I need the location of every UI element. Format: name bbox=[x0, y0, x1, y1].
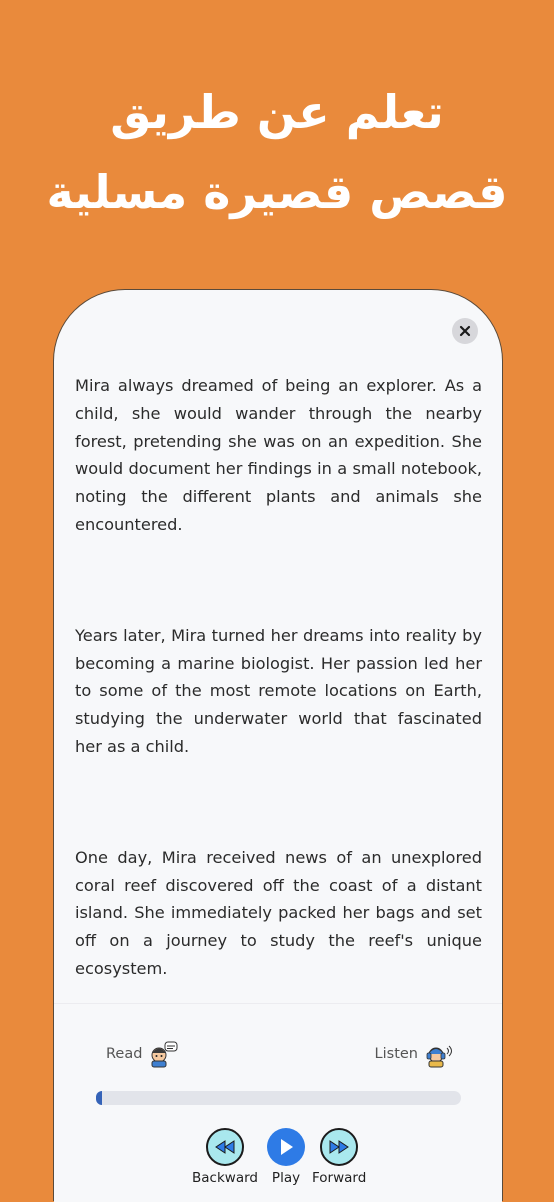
backward-button[interactable] bbox=[192, 1128, 258, 1186]
forward-label: Forward bbox=[312, 1170, 367, 1186]
rewind-icon bbox=[214, 1139, 236, 1155]
story-card bbox=[53, 289, 503, 1201]
read-mode-toggle[interactable] bbox=[106, 1040, 178, 1068]
reading-person-icon bbox=[148, 1040, 178, 1068]
listening-person-icon bbox=[424, 1040, 454, 1068]
headline bbox=[0, 72, 554, 232]
story-text bbox=[75, 372, 482, 1004]
story-paragraph: One day, Mira received news of an unexplored coral reef discovered off the coast of a distant island. She immediately packed her bags and set off on a journey to study the reef's unique ecosystem. bbox=[75, 847, 482, 978]
story-paragraph: Mira always dreamed of being an explorer. As a child, she would wander through the nearby forest, pretending she was on an expedition. She would document her findings in a small notebook, noting the different plants and animals she encountered. bbox=[75, 376, 482, 534]
close-icon bbox=[459, 325, 471, 337]
play-label: Play bbox=[271, 1170, 301, 1186]
read-label: Read bbox=[106, 1046, 143, 1062]
headline-line-1: تعلم عن طريق bbox=[110, 85, 444, 139]
headline-line-2: قصص قصيرة مسلية bbox=[46, 165, 508, 219]
backward-button-circle bbox=[206, 1128, 244, 1166]
listen-label: Listen bbox=[374, 1046, 418, 1062]
playback-progress-fill bbox=[96, 1091, 102, 1105]
player-controls bbox=[54, 1003, 502, 1202]
play-button[interactable] bbox=[267, 1128, 305, 1186]
forward-button-circle bbox=[320, 1128, 358, 1166]
fast-forward-icon bbox=[328, 1139, 350, 1155]
play-button-circle bbox=[267, 1128, 305, 1166]
forward-button[interactable] bbox=[312, 1128, 366, 1186]
backward-label: Backward bbox=[192, 1170, 258, 1186]
play-icon bbox=[278, 1138, 294, 1156]
playback-progress-bar[interactable] bbox=[96, 1091, 461, 1105]
listen-mode-toggle[interactable] bbox=[375, 1040, 454, 1068]
close-button[interactable] bbox=[452, 318, 478, 344]
story-paragraph: Years later, Mira turned her dreams into reality by becoming a marine biologist. Her passion led her to some of the most remote locations on Earth, studying the underwater world that fascinated her as a child. bbox=[75, 625, 482, 756]
